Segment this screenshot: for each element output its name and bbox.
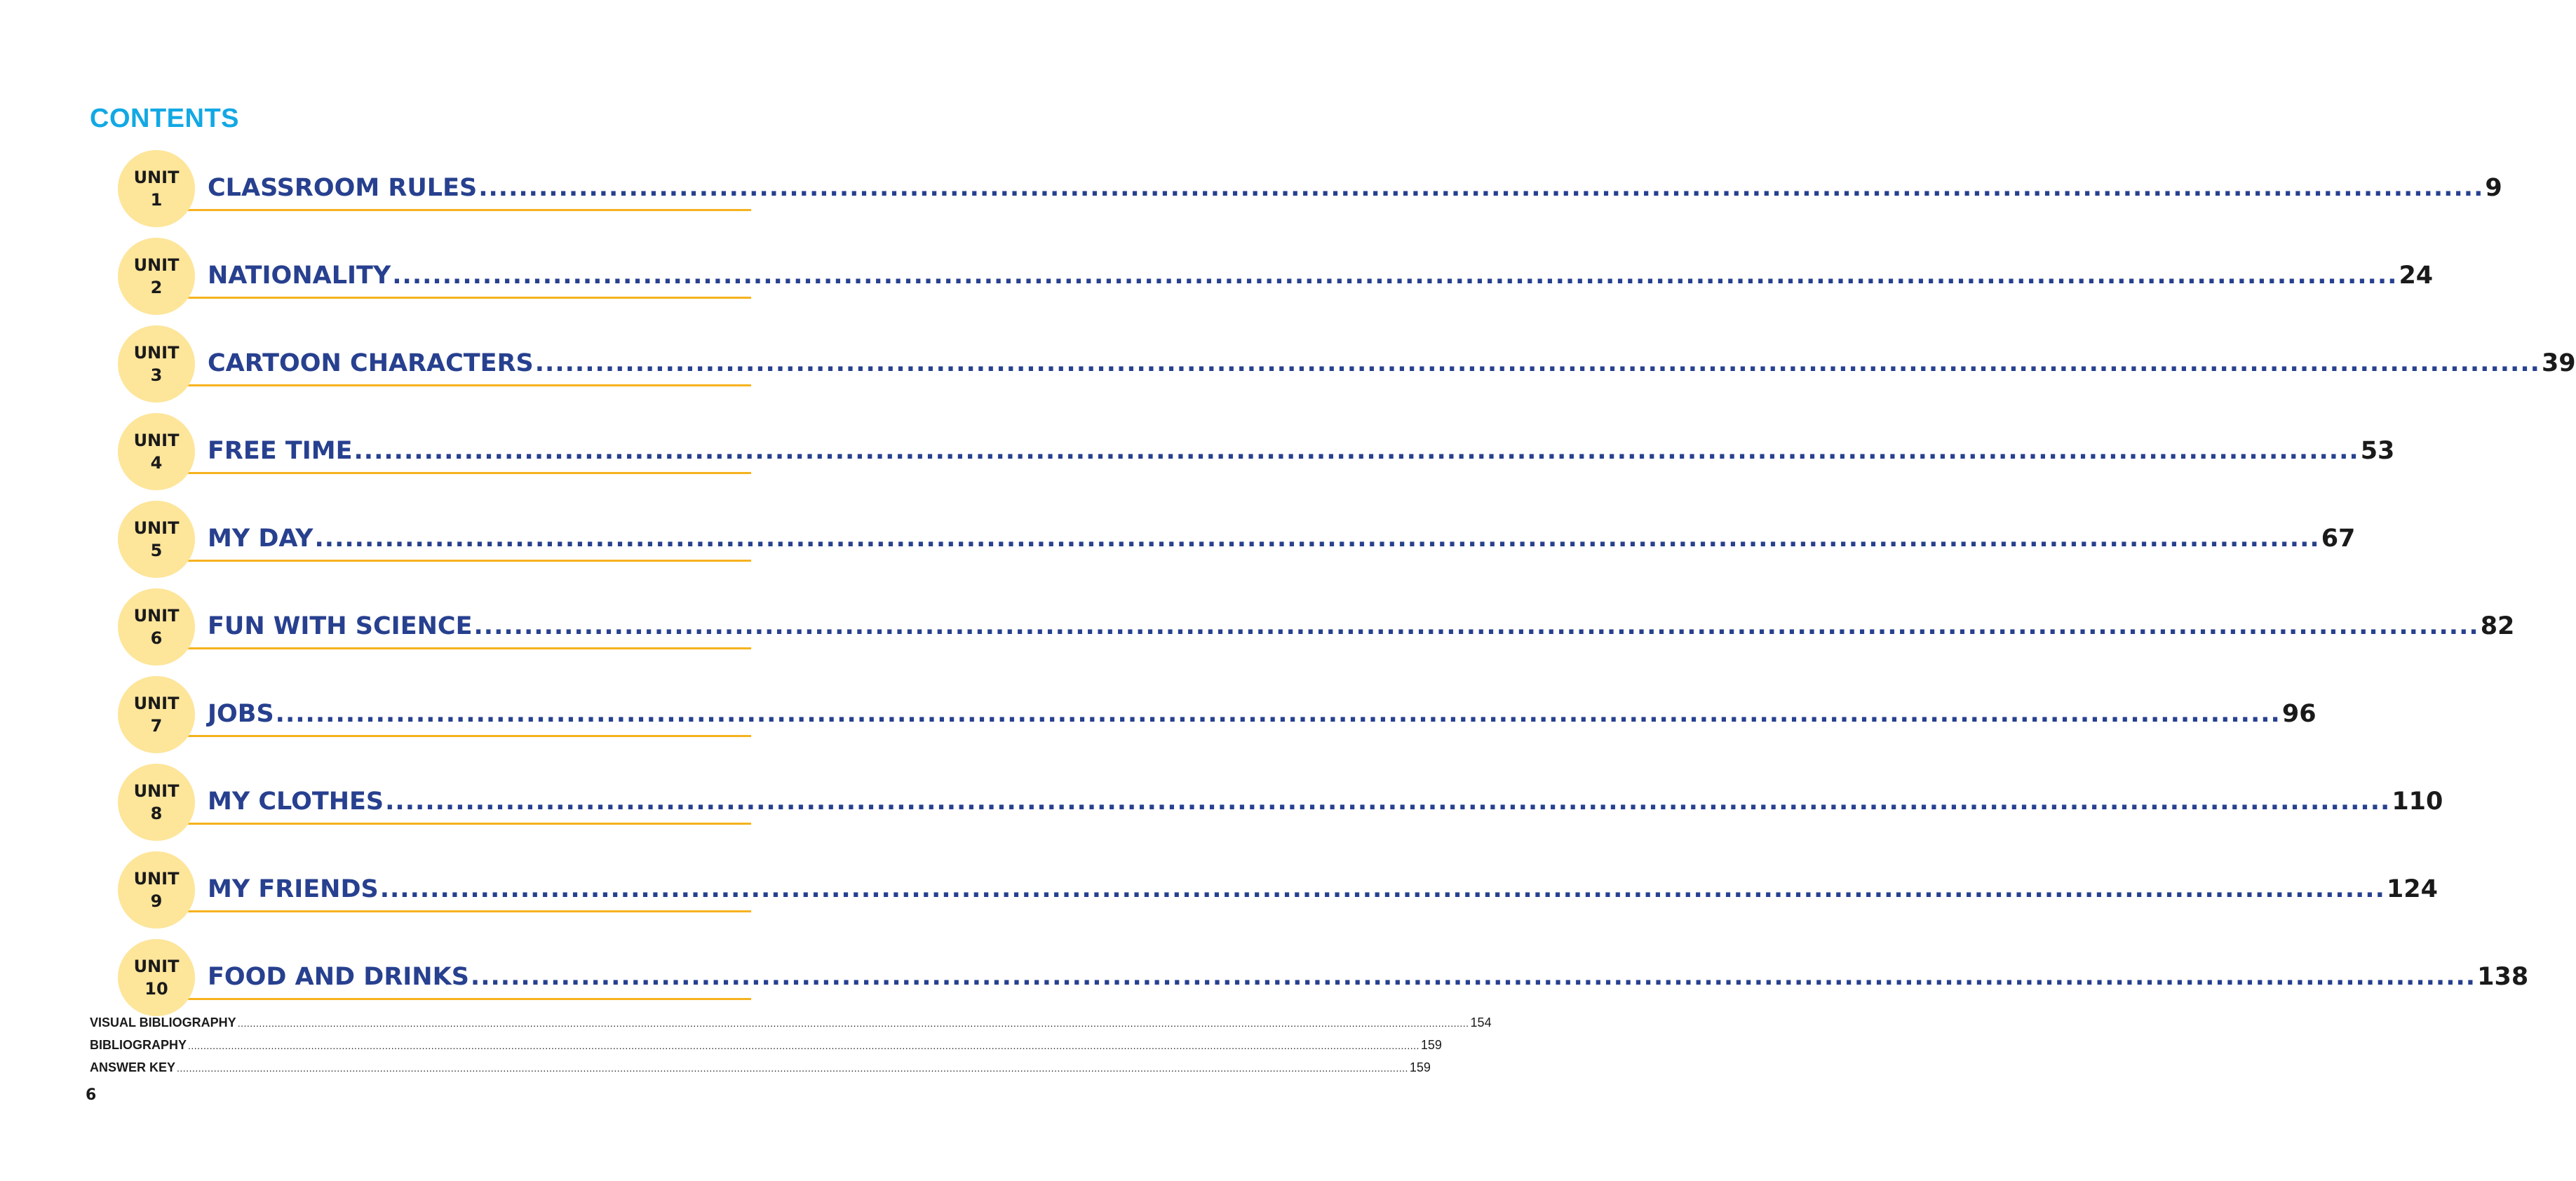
unit-badge <box>118 588 195 666</box>
dot-leader: ........................................................................................................................................................................................................ <box>534 349 2540 377</box>
back-matter-list <box>90 1015 1492 1083</box>
contents-title: CONTENTS <box>90 104 239 133</box>
unit-underline <box>180 910 751 912</box>
unit-row[interactable] <box>0 588 2515 676</box>
unit-underline <box>180 647 751 649</box>
unit-entry[interactable] <box>208 875 2438 909</box>
unit-title: FUN WITH SCIENCE <box>208 612 473 640</box>
unit-title: FREE TIME <box>208 437 353 465</box>
unit-badge-label: UNIT <box>133 606 180 626</box>
unit-badge-number: 2 <box>150 278 163 297</box>
unit-row[interactable] <box>0 238 2434 325</box>
unit-row[interactable] <box>0 501 2356 588</box>
unit-badge-number: 8 <box>150 804 163 823</box>
unit-entry[interactable] <box>208 262 2434 295</box>
unit-badge-number: 4 <box>150 453 163 473</box>
unit-underline <box>180 384 751 386</box>
unit-badge <box>118 676 195 753</box>
unit-badge-number: 5 <box>150 541 163 560</box>
back-matter-page-number: 159 <box>1409 1060 1431 1074</box>
unit-entry[interactable] <box>208 700 2317 734</box>
unit-badge <box>118 501 195 578</box>
dot-leader: ........................................................................................................................................................................................................ <box>314 525 2320 553</box>
unit-badge <box>118 764 195 841</box>
unit-row[interactable] <box>0 764 2443 851</box>
unit-badge-number: 1 <box>150 190 163 210</box>
dot-leader: ........................................................................................................................................................................................................ <box>385 788 2391 816</box>
unit-title: NATIONALITY <box>208 262 391 290</box>
unit-badge-label: UNIT <box>133 869 180 889</box>
unit-badge-label: UNIT <box>133 518 180 538</box>
unit-page-number: 82 <box>2480 612 2515 640</box>
unit-badge <box>118 238 195 315</box>
unit-title: JOBS <box>208 700 274 728</box>
unit-page-number: 96 <box>2281 700 2317 728</box>
dot-leader: ................................................................................................................................................................................................................................................................................................................................................................................................................ <box>237 1018 1469 1029</box>
page-number: 6 <box>86 1086 97 1104</box>
unit-badge-number: 10 <box>144 979 168 999</box>
unit-row[interactable] <box>0 325 2576 413</box>
unit-underline <box>180 472 751 474</box>
unit-badge-number: 3 <box>150 365 163 385</box>
unit-badge-number: 9 <box>150 891 163 911</box>
unit-underline <box>180 998 751 1000</box>
unit-page-number: 138 <box>2477 963 2529 991</box>
unit-badge-label: UNIT <box>133 343 180 363</box>
unit-title: MY CLOTHES <box>208 788 384 816</box>
unit-entry[interactable] <box>208 788 2443 821</box>
unit-badge-label: UNIT <box>133 255 180 275</box>
back-matter-row[interactable] <box>90 1060 1431 1083</box>
back-matter-row[interactable] <box>90 1038 1442 1060</box>
unit-badge <box>118 851 195 929</box>
unit-title: CARTOON CHARACTERS <box>208 349 534 377</box>
unit-badge-label: UNIT <box>133 431 180 450</box>
back-matter-page-number: 154 <box>1470 1015 1492 1030</box>
unit-underline <box>180 560 751 562</box>
back-matter-page-number: 159 <box>1420 1038 1442 1052</box>
unit-underline <box>180 823 751 825</box>
dot-leader: ........................................................................................................................................................................................................ <box>379 875 2385 903</box>
dot-leader: ................................................................................................................................................................................................................................................................................................................................................................................................................ <box>177 1062 1408 1074</box>
dot-leader: ................................................................................................................................................................................................................................................................................................................................................................................................................ <box>188 1040 1420 1051</box>
unit-title: CLASSROOM RULES <box>208 174 478 202</box>
unit-badge <box>118 325 195 403</box>
unit-row[interactable] <box>0 150 2502 238</box>
unit-entry[interactable] <box>208 437 2395 471</box>
unit-badge-label: UNIT <box>133 694 180 713</box>
unit-row[interactable] <box>0 851 2438 939</box>
unit-entry[interactable] <box>208 612 2515 646</box>
unit-entry[interactable] <box>208 174 2502 208</box>
unit-title: MY FRIENDS <box>208 875 379 903</box>
dot-leader: ........................................................................................................................................................................................................ <box>473 612 2479 640</box>
back-matter-title: VISUAL BIBLIOGRAPHY <box>90 1015 236 1030</box>
unit-badge-label: UNIT <box>133 781 180 801</box>
unit-badge-label: UNIT <box>133 957 180 976</box>
unit-title: MY DAY <box>208 525 313 553</box>
unit-badge <box>118 150 195 227</box>
unit-page-number: 67 <box>2321 525 2356 553</box>
unit-title: FOOD AND DRINKS <box>208 963 469 991</box>
unit-badge-number: 6 <box>150 628 163 648</box>
unit-row[interactable] <box>0 413 2395 501</box>
unit-page-number: 39 <box>2541 349 2576 377</box>
dot-leader: ........................................................................................................................................................................................................ <box>275 700 2281 728</box>
unit-badge-label: UNIT <box>133 168 180 187</box>
unit-entry[interactable] <box>208 525 2356 558</box>
unit-entry[interactable] <box>208 349 2576 383</box>
unit-underline <box>180 735 751 737</box>
dot-leader: ........................................................................................................................................................................................................ <box>353 437 2359 465</box>
unit-page-number: 24 <box>2399 262 2434 290</box>
back-matter-title: BIBLIOGRAPHY <box>90 1038 187 1052</box>
unit-underline <box>180 297 751 299</box>
unit-entry[interactable] <box>208 963 2529 997</box>
unit-page-number: 110 <box>2392 788 2443 816</box>
unit-row[interactable] <box>0 676 2317 764</box>
back-matter-row[interactable] <box>90 1015 1492 1038</box>
dot-leader: ........................................................................................................................................................................................................ <box>392 262 2398 290</box>
unit-page-number: 53 <box>2360 437 2395 465</box>
unit-underline <box>180 209 751 211</box>
unit-page-number: 124 <box>2386 875 2438 903</box>
unit-badge <box>118 413 195 490</box>
unit-badge <box>118 939 195 1016</box>
unit-page-number: 9 <box>2485 174 2502 202</box>
dot-leader: ........................................................................................................................................................................................................ <box>470 963 2476 991</box>
dot-leader: ........................................................................................................................................................................................................ <box>478 174 2484 202</box>
unit-badge-number: 7 <box>150 716 163 736</box>
back-matter-title: ANSWER KEY <box>90 1060 176 1074</box>
